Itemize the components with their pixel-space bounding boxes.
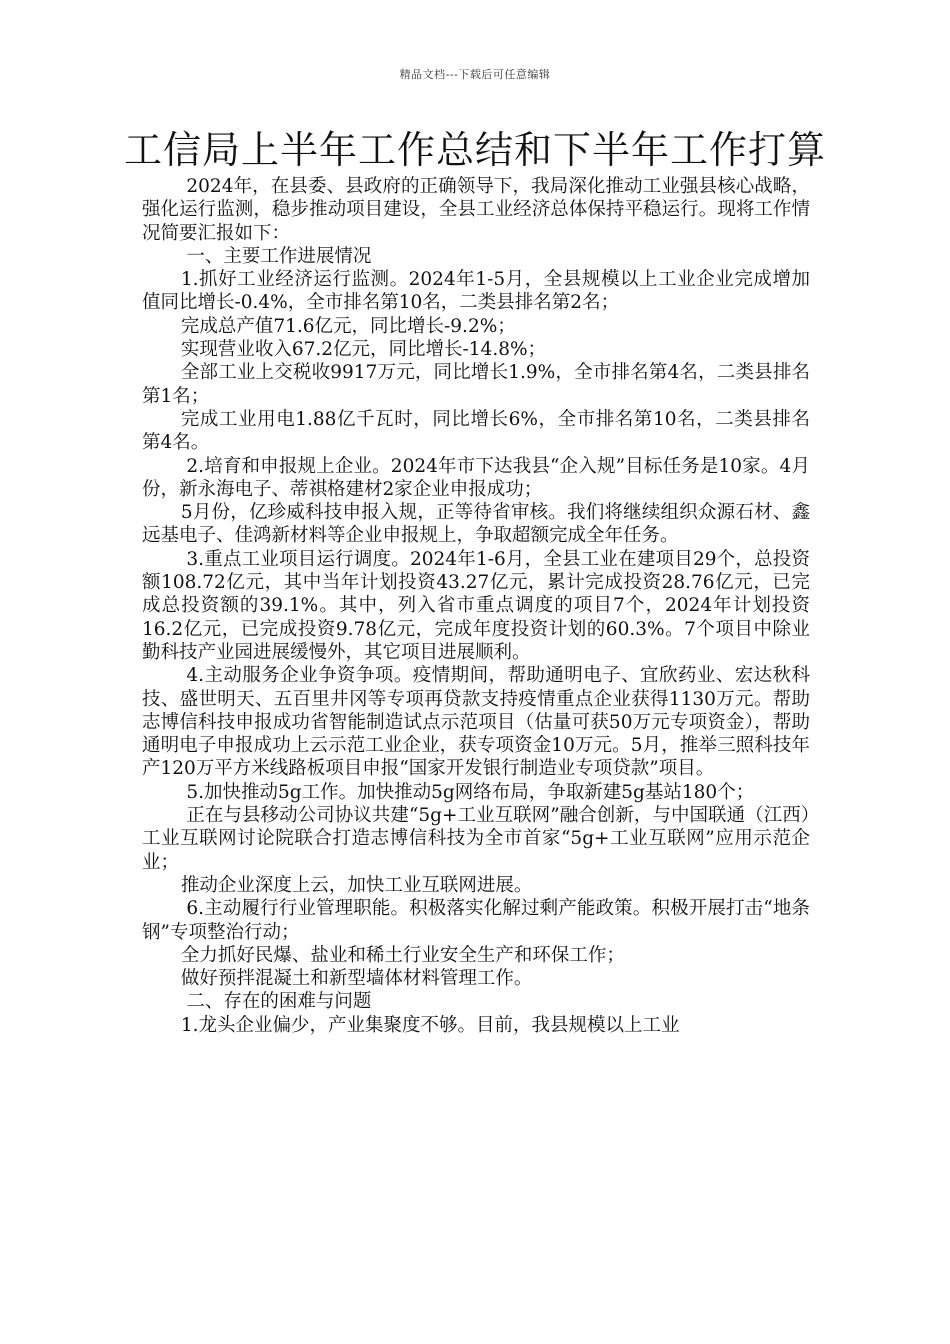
header-note: 精品文档---下载后可任意编辑	[399, 68, 551, 81]
paragraph-item-2-cont: 5月份，亿珍威科技申报入规，正等待省审核。我们将继续组织众源石材、鑫远基电子、佳鸿新材料等企业申报规上，争取超额完成全年任务。	[142, 502, 810, 547]
paragraph-item-6-safety: 全力抓好民爆、盐业和稀土行业安全生产和环保工作；	[180, 944, 625, 966]
paragraph-item-5: 5.加快推动5g工作。加快推动5g网络布局，争取新建5g基站180个；	[186, 781, 755, 803]
paragraph-intro: 2024年，在县委、县政府的正确领导下，我局深化推动工业强县核心战略，强化运行监测，稳步推动项目建设，全县工业经济总体保持平稳运行。现将工作情况简要汇报如下：	[142, 176, 810, 244]
paragraph-item-6-concrete: 做好预拌混凝土和新型墙体材料管理工作。	[180, 968, 533, 990]
paragraph-item-2: 2.培育和申报规上企业。2024年市下达我县“企入规”目标任务是10家。4月份，新永海电子、蒂祺格建材2家企业申报成功；	[142, 455, 810, 500]
paragraph-electricity: 完成工业用电1.88亿千瓦时，同比增长6%，全市排名第10名，二类县排名第4名。	[142, 408, 810, 454]
paragraph-revenue: 实现营业收入67.2亿元，同比增长-14.8%；	[180, 339, 547, 361]
section-heading-2: 二、存在的困难与问题	[186, 991, 372, 1013]
paragraph-item-5-cloud: 推动企业深度上云，加快工业互联网进展。	[180, 874, 533, 896]
section-heading-1: 一、主要工作进展情况	[186, 245, 372, 267]
paragraph-item-4: 4.主动服务企业争资争项。疫情期间，帮助通明电子、宜欣药业、宏达秋科技、盛世明天、五百里井冈等专项再贷款支持疫情重点企业获得1130万元。帮助志博信科技申报成功省智能制造试点示范项目（估量可获50万元专项资金），帮助通明电子申报成功上云示范工业企业，获专项资金10万元。5月，推举三照科技年产120万平方米线路板项目申报“国家开发银行制造业专项贷款”项目。	[142, 665, 810, 780]
paragraph-tax: 全部工业上交税收9917万元，同比增长1.9%，全市排名第4名，二类县排名第1名；	[142, 362, 810, 407]
paragraph-item-3: 3.重点工业项目运行调度。2024年1-6月，全县工业在建项目29个，总投资额108.72亿元，其中当年计划投资43.27亿元，累计完成投资28.76亿元，已完成总投资额的39.1%。其中，列入省市重点调度的项目7个，2024年计划投资16.2亿元，已完成投资9.78亿元，完成年度投资计划的60.3%。7个项目中除业勤科技产业园进展缓慢外，其它项目进展顺利。	[142, 548, 810, 663]
paragraph-problem-1: 1.龙头企业偏少，产业集聚度不够。目前，我县规模以上工业	[180, 1014, 680, 1036]
paragraph-item-5-cont: 正在与县移动公司协议共建“5g+工业互联网”融合创新，与中国联通（江西）工业互联网讨论院联合打造志博信科技为全市首家“5g+工业互联网”应用示范企业；	[142, 805, 810, 873]
paragraph-output-value: 完成总产值71.6亿元，同比增长-9.2%；	[180, 315, 516, 337]
paragraph-item-1: 1.抓好工业经济运行监测。2024年1-5月，全县规模以上工业企业完成增加值同比增长-0.4%，全市排名第10名，二类县排名第2名；	[142, 269, 810, 314]
paragraph-item-6: 6.主动履行行业管理职能。积极落实化解过剩产能政策。积极开展打击“地条钢”专项整治行动；	[142, 898, 810, 943]
document-body	[142, 175, 810, 1037]
document-title: 工信局上半年工作总结和下半年工作打算	[123, 128, 826, 172]
